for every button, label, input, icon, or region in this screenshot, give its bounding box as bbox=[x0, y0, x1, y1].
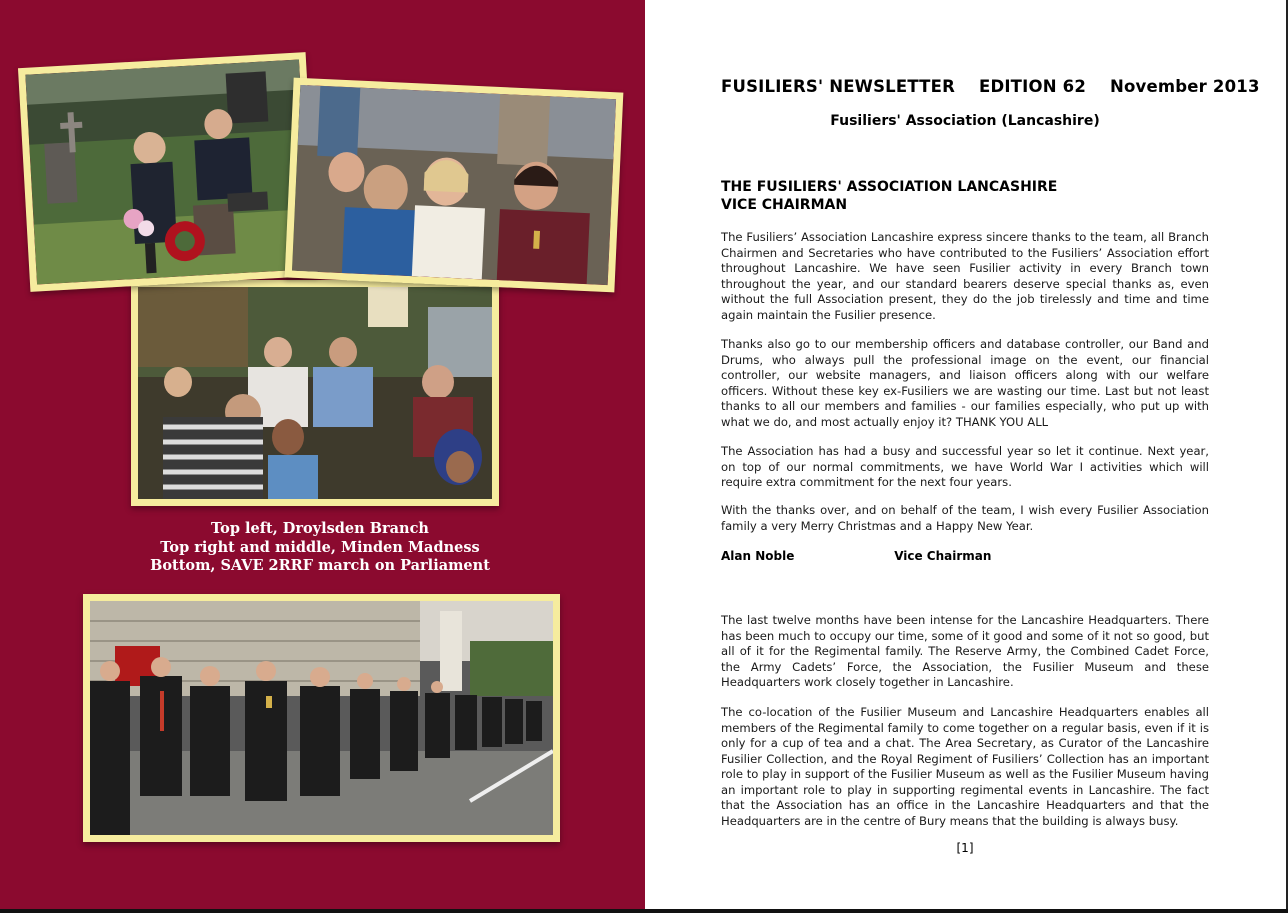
newsletter-masthead bbox=[721, 77, 1260, 96]
paragraph-text: The co-location of the Fusilier Museum and Lancashire Headquarters enables all members of the Regimental family to come together on a regular basis, even if it is only for a cup of tea and a chat. The Area Secretary, as Curator of the Lancashire Fusilier Collection, and the Royal Regiment of Fusiliers’ Collection has an important role to play in support of the Fusilier Museum as well as the Fusilier Museum having an important role to play in supporting regimental events in Lancashire. The fact that the Association has an office in the Lancashire Headquarters and that the Headquarters are in the centre of Bury means that the building is always busy. bbox=[721, 705, 1209, 828]
caption-line: Bottom, SAVE 2RRF march on Parliament bbox=[150, 557, 490, 574]
signatory-name: Alan Noble bbox=[721, 549, 795, 563]
right-page-panel bbox=[645, 0, 1288, 913]
newsletter-title: FUSILIERS' NEWSLETTER bbox=[721, 77, 956, 96]
photo-minden-madness-women bbox=[285, 78, 624, 293]
paragraph-text: With the thanks over, and on behalf of the team, I wish every Fusilier Association family a very Merry Christmas and a Happy New Year. bbox=[721, 503, 1209, 533]
photo-droylsden-branch bbox=[18, 52, 318, 292]
signatory-role: Vice Chairman bbox=[894, 549, 992, 563]
article-paragraph bbox=[721, 230, 1209, 323]
pub-crowd-photo bbox=[138, 287, 492, 499]
march-on-parliament-photo bbox=[90, 601, 553, 835]
photo-save-2rrf-march bbox=[83, 594, 560, 842]
issue-date: November 2013 bbox=[1109, 77, 1260, 96]
article-paragraph bbox=[721, 444, 1209, 491]
article-paragraph bbox=[721, 337, 1209, 430]
paragraph-text: Thanks also go to our membership officers and database controller, our Band and Drums, who always pull the professional image on the event, our financial controller, our website managers, and liaison officers along with our welfare officers. Without these key ex-Fusiliers we are wasting our time. Last but not least thanks to all our members and families - our families especially, who put up with what we do, and most actually enjoy it? THANK YOU ALL bbox=[721, 337, 1209, 429]
association-subtitle: Fusiliers' Association (Lancashire) bbox=[830, 113, 1100, 129]
photo-caption bbox=[120, 520, 520, 576]
edition-number: EDITION 62 bbox=[978, 77, 1087, 96]
signature-block bbox=[721, 549, 991, 563]
paragraph-text: The Fusiliers’ Association Lancashire express sincere thanks to the team, all Branch Chairmen and Secretaries who have contributed to the Fusiliers’ Association effort throughout Lancashire. We have seen Fusilier activity in every Branch town throughout the year, and our standard bearers deserve special thanks as, even without the full Association present, they do the job tirelessly and time and time again maintain the Fusilier presence. bbox=[721, 230, 1209, 322]
caption-line: Top left, Droylsden Branch bbox=[211, 520, 429, 537]
paragraph-text: The Association has had a busy and successful year so let it continue. Next year, on top of our normal commitments, we have World War I activities which will require extra commitment for the next four years. bbox=[721, 444, 1209, 489]
paragraph-text: The last twelve months have been intense for the Lancashire Headquarters. There has been much to occupy our time, some of it good and some of it not so good, but all of it for the Regimental family. The Reserve Army, the Combined Cadet Force, the Army Cadets’ Force, the Association, the Fusilier Museum and these Headquarters work closely together in Lancashire. bbox=[721, 613, 1209, 689]
page-bottom-border bbox=[0, 909, 1288, 913]
page-number: [1] bbox=[956, 841, 974, 855]
section-heading-line: VICE CHAIRMAN bbox=[721, 197, 848, 213]
section-heading-line: THE FUSILIERS' ASSOCIATION LANCASHIRE bbox=[721, 179, 1058, 195]
article-paragraph bbox=[721, 503, 1209, 534]
women-gathering-photo bbox=[292, 85, 616, 285]
wreath-laying-photo bbox=[25, 60, 310, 285]
photo-minden-madness-crowd bbox=[131, 280, 499, 506]
article-paragraph bbox=[721, 613, 1209, 691]
caption-line: Top right and middle, Minden Madness bbox=[160, 538, 480, 556]
article-paragraph bbox=[721, 705, 1209, 829]
section-heading bbox=[721, 178, 1057, 214]
